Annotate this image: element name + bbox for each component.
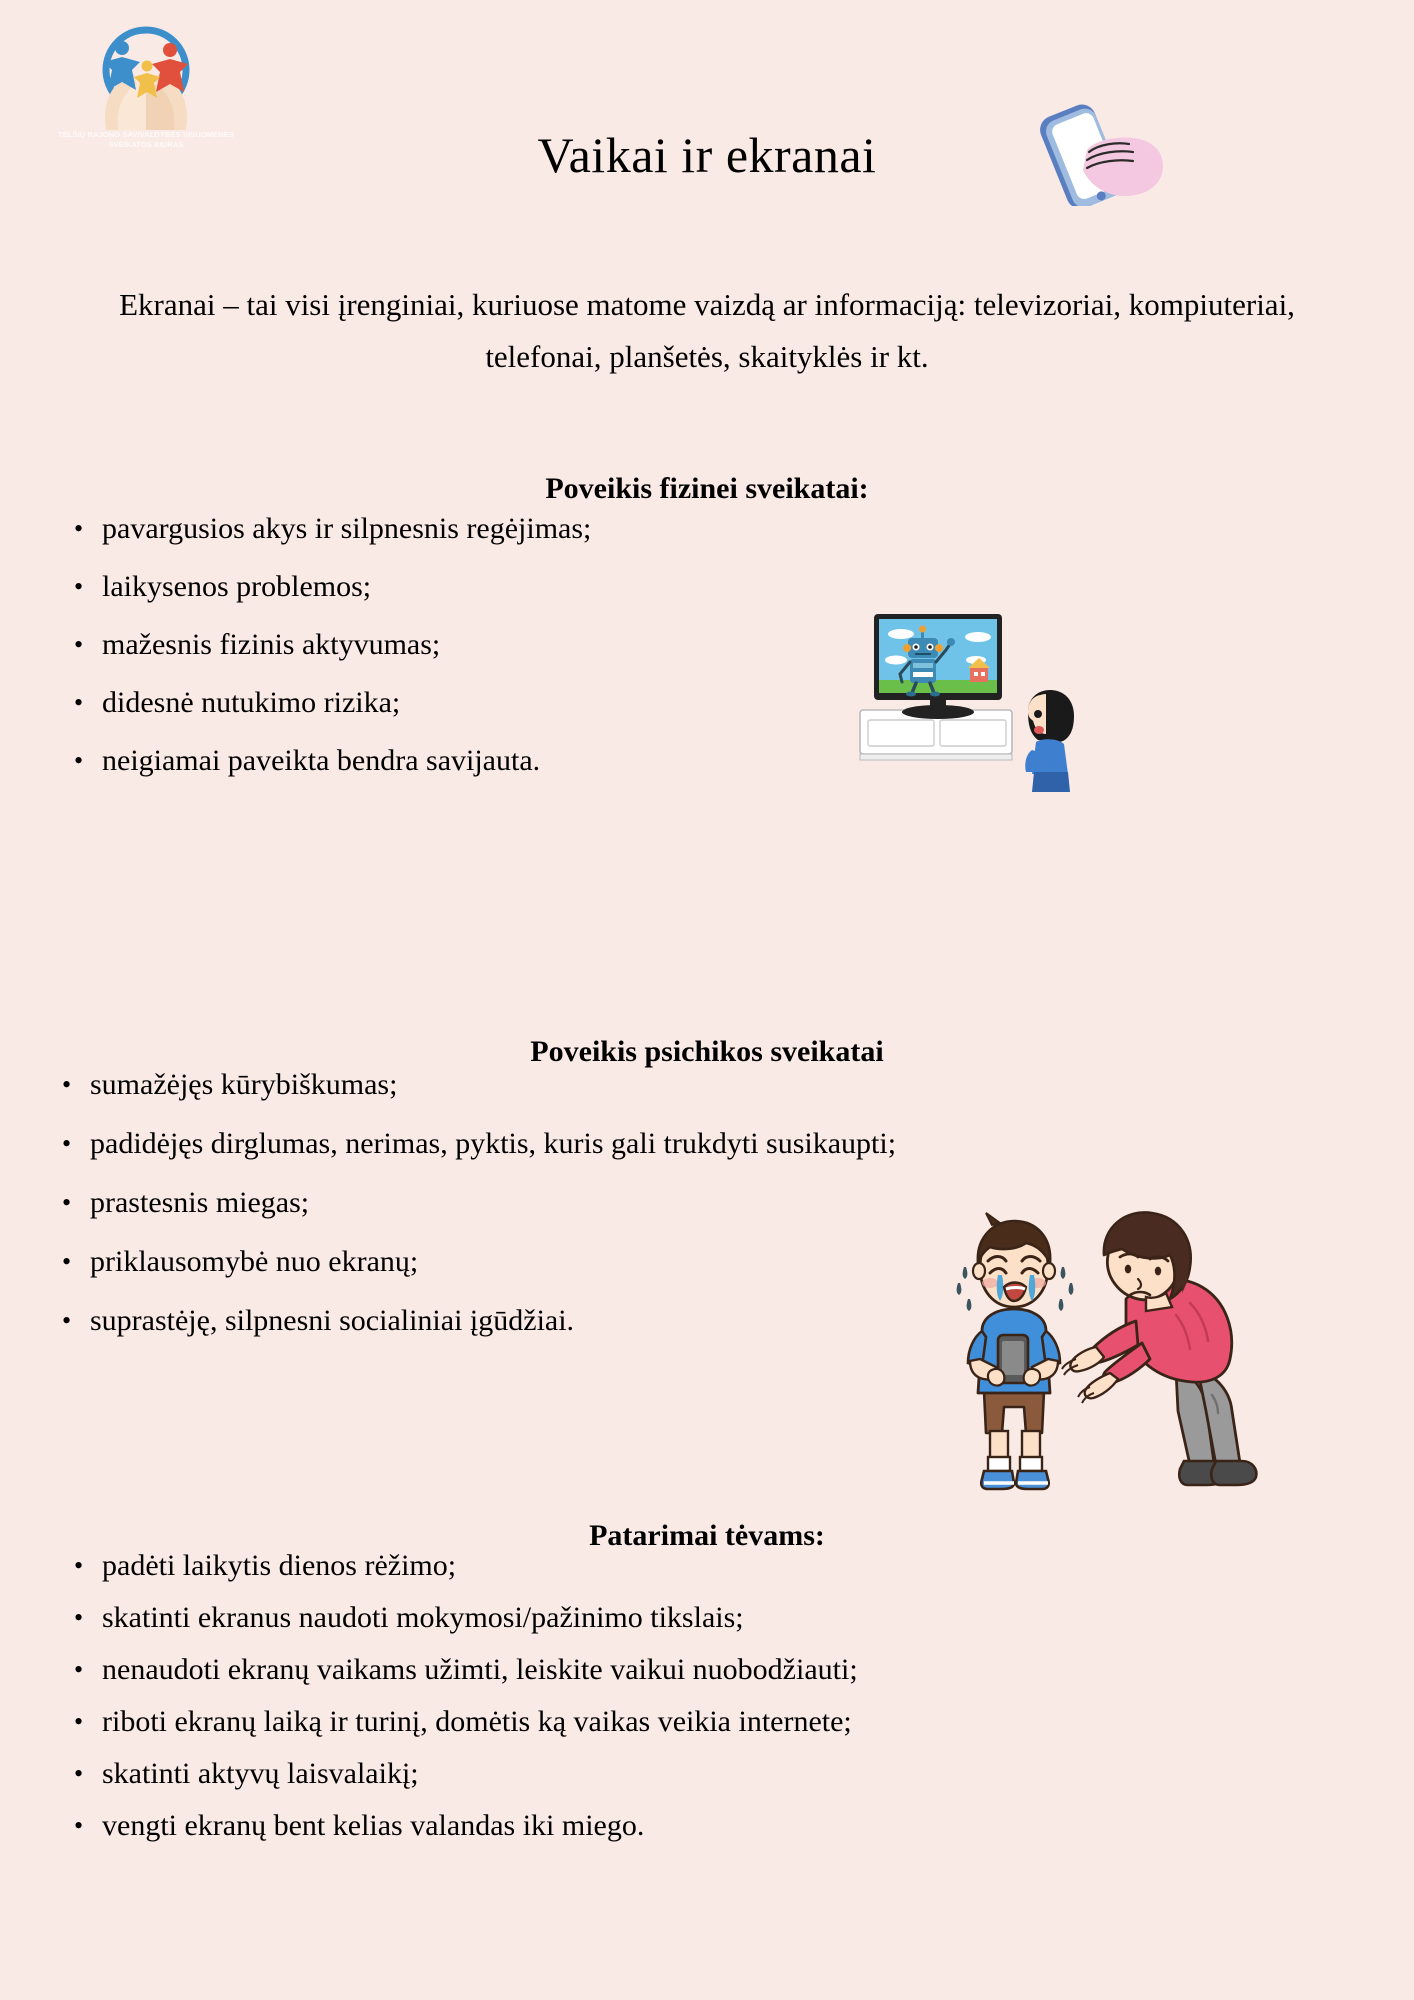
list-item: • didesnė nutukimo rizika; — [62, 674, 882, 732]
logo-caption: TELŠIŲ RAJONO SAVIVALDYBĖS VISUOMENĖS SVEIKATOS BIURAS — [58, 130, 234, 149]
crying-child-with-mother-illustration — [940, 1195, 1270, 1505]
intro-paragraph: Ekranai – tai visi įrenginiai, kuriuose matome vaizdą ar informaciją: televizoriai, kompiuteriai, telefonai, planšetės, skaityklės ir kt. — [119, 287, 1295, 374]
heading-physical-health: Poveikis fizinei sveikatai: — [545, 471, 869, 505]
list-item: • laikysenos problemos; — [62, 558, 882, 616]
child-watching-tv-illustration — [846, 592, 1096, 822]
list-item: • prastesnis miegas; — [50, 1173, 1110, 1232]
list-item: • pavargusios akys ir silpnesnis regėjimas; — [62, 500, 882, 558]
heading-mental-health: Poveikis psichikos sveikatai — [530, 1034, 884, 1068]
hand-holding-phone-icon — [1025, 96, 1165, 206]
list-item: • priklausomybė nuo ekranų; — [50, 1232, 1110, 1291]
list-item: • sumažėjęs kūrybiškumas; — [50, 1055, 1110, 1114]
list-item: • riboti ekranų laiką ir turinį, domėtis ką vaikas veikia internete; — [62, 1696, 1132, 1748]
logo-graphic — [58, 18, 234, 133]
heading-tips-for-parents: Patarimai tėvams: — [589, 1518, 825, 1552]
list-item: • mažesnis fizinis aktyvumas; — [62, 616, 882, 674]
list-item: • padidėjęs dirglumas, nerimas, pyktis, kuris gali trukdyti susikaupti; — [50, 1114, 1110, 1173]
list-item: • skatinti ekranus naudoti mokymosi/pažinimo tikslais; — [62, 1592, 1132, 1644]
list-physical-effects — [62, 500, 882, 790]
list-item: • suprastėję, silpnesni socialiniai įgūdžiai. — [50, 1291, 1110, 1350]
list-item: • neigiamai paveikta bendra savijauta. — [62, 732, 882, 790]
list-item: • vengti ekranų bent kelias valandas iki miego. — [62, 1800, 1132, 1852]
page-title: Vaikai ir ekranai — [537, 126, 877, 183]
list-tips-for-parents — [62, 1540, 1132, 1852]
list-item: • skatinti aktyvų laisvalaikį; — [62, 1748, 1132, 1800]
list-item: • nenaudoti ekranų vaikams užimti, leiskite vaikui nuobodžiauti; — [62, 1644, 1132, 1696]
list-item: • padėti laikytis dienos rėžimo; — [62, 1540, 1132, 1592]
